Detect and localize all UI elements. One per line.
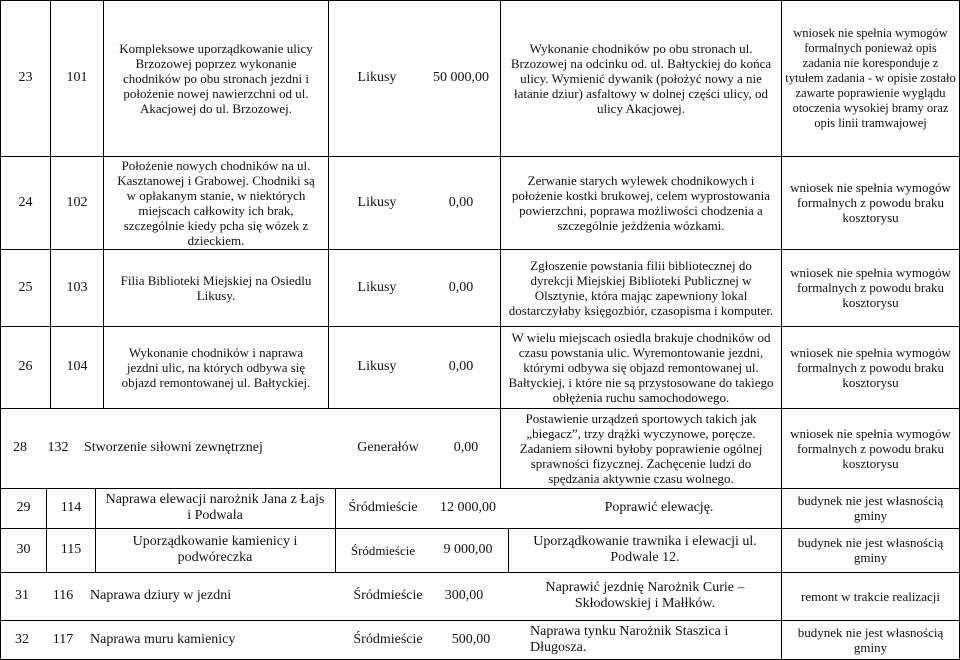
proposal-description: Naprawić jezdnię Narożnik Curie – Skłodowskiej i Małłków. [545, 580, 745, 611]
district: Likusy [357, 279, 397, 295]
proposal-id: 132 [47, 440, 69, 455]
proposal-id: 117 [52, 631, 74, 647]
status: wniosek nie spełnia wymogów formalnych z powodu braku kosztorysu [790, 344, 951, 390]
status: wniosek nie spełnia wymogów formalnych ponieważ opis zadania nie koresponduje z tytułem zadania - w opisie zostało zawarte poprawienie wyglądu otoczenia wysokiej bramy oraz opis linii tramwajowej [785, 25, 956, 130]
proposal-title: Uporządkowanie kamienicy i podwóreczka [132, 534, 298, 565]
status: wniosek nie spełnia wymogów formalnych z powodu braku kosztorysu [790, 425, 951, 471]
proposal-description: Wykonanie chodników po obu stronach ul. Brzozowej na odcinku od. ul. Bałtyckiej do końca ulicy. Wymienić dywanik (położyć nowy a nie łatanie dziur) asfaltowy w dolnej części ulicy, od ulicy Akacjowej. [510, 40, 772, 116]
status: wniosek nie spełnia wymogów formalnych z powodu braku kosztorysu [790, 180, 951, 225]
district: Generałów [357, 440, 419, 455]
district: Likusy [357, 359, 397, 374]
proposal-description: Uporządkowanie trawnika i elewacji ul. Podwale 12. [533, 534, 757, 565]
proposal-id: 101 [66, 70, 88, 85]
row-number: 26 [18, 359, 33, 374]
proposal-title: Położenie nowych chodników na ul. Kasztanowej i Grabowej. Chodniki są w opłakanym stanie, w niektórych miejscach całkowity ich brak, szczególnie kiedy pcha się wózek z dzieckiem. [117, 157, 315, 248]
column-divider [103, 0, 104, 408]
proposal-id: 104 [66, 359, 88, 374]
row-number: 24 [18, 194, 33, 210]
amount: 500,00 [451, 631, 491, 647]
proposal-description: Zgłoszenie powstania filii bibliotecznej do dyrekcji Miejskiej Biblioteki Publicznej w Olsztynie, która mając zapewniony lokal dostarczyłaby księgozbiór, czasopisma i komputer. [508, 257, 774, 318]
proposal-id: 116 [52, 588, 74, 603]
row-number: 30 [16, 542, 31, 557]
proposal-description: Naprawa tynku Narożnik Staszica i Długosza. [530, 623, 729, 655]
row-number: 28 [13, 440, 27, 455]
status: remont w trakcie realizacji [801, 588, 940, 604]
row-number: 31 [15, 588, 29, 603]
status: budynek nie jest własnością gminy [797, 535, 944, 565]
proposal-title: Filia Biblioteki Miejskiej na Osiedlu Likusy. [120, 272, 312, 303]
proposal-description: Poprawić elewację. [604, 500, 714, 515]
proposal-title: Naprawa dziury w jezdni [90, 588, 232, 603]
district: Śródmieście [348, 500, 418, 515]
row-number: 32 [15, 631, 29, 647]
amount: 0,00 [453, 440, 479, 455]
amount: 50 000,00 [433, 70, 489, 85]
column-divider [95, 488, 96, 572]
status: budynek nie jest własnością gminy [797, 493, 944, 523]
district: Śródmieście [350, 542, 416, 558]
row-number: 25 [18, 279, 33, 295]
proposal-id: 103 [66, 279, 88, 295]
district: Śródmieście [353, 588, 423, 603]
proposal-title: Wykonanie chodników i naprawa jezdni ulic, na których odbywa się objazd remontowanej ul. Bałtyckiej. [121, 344, 311, 390]
amount: 12 000,00 [440, 500, 496, 515]
proposal-title: Stworzenie siłowni zewnętrznej [84, 440, 263, 455]
amount: 300,00 [444, 588, 484, 603]
amount: 0,00 [448, 359, 474, 374]
amount: 0,00 [448, 194, 474, 210]
amount: 9 000,00 [443, 542, 493, 557]
district: Śródmieście [353, 631, 423, 647]
proposal-description: Zerwanie starych wylewek chodnikowych i położenie kostki brukowej, celem wyprostowania powierzchni, poprawa możliwości chodzenia a szczególnie jeżdżenia wózkami. [511, 172, 771, 233]
proposal-description: Postawienie urządzeń sportowych takich jak „biegacz”, trzy drążki wyczynowe, poręcze. Zadaniem siłowni byłoby poprawienie ogólnej sprawności fizycznej. Zachęcenie ludzi do spędzania aktywnie czasu wolnego. [519, 410, 763, 486]
proposal-id: 115 [60, 542, 82, 557]
amount: 0,00 [448, 279, 474, 295]
proposal-id: 102 [66, 194, 88, 210]
status: wniosek nie spełnia wymogów formalnych z powodu braku kosztorysu [790, 265, 951, 310]
district: Likusy [357, 70, 397, 85]
row-number: 23 [18, 70, 33, 85]
status: budynek nie jest własnością gminy [797, 624, 944, 655]
proposal-id: 114 [60, 500, 82, 515]
proposal-title: Kompleksowe uporządkowanie ulicy Brzozowej poprzez wykonanie chodników po obu stronach jezdni i położenie nowej nawierzchni od ul. Akacjowej do ul. Brzozowej. [119, 40, 313, 116]
row-number: 29 [16, 500, 31, 515]
proposal-title: Naprawa muru kamienicy [90, 631, 236, 647]
column-divider [508, 528, 509, 572]
column-divider [500, 408, 501, 488]
district: Likusy [357, 194, 397, 210]
proposal-description: W wielu miejscach osiedla brakuje chodników od czasu powstania ulic. Wyremontowanie jezdni, którymi odbywa się objazd remontowanej ul. Bałtyckiej, i które nie są przystosowane do takiego obłężenia ruchu samochodowego. [508, 329, 774, 405]
proposal-title: Naprawa elewacji narożnik Jana z Łajs i Podwala [105, 492, 325, 523]
